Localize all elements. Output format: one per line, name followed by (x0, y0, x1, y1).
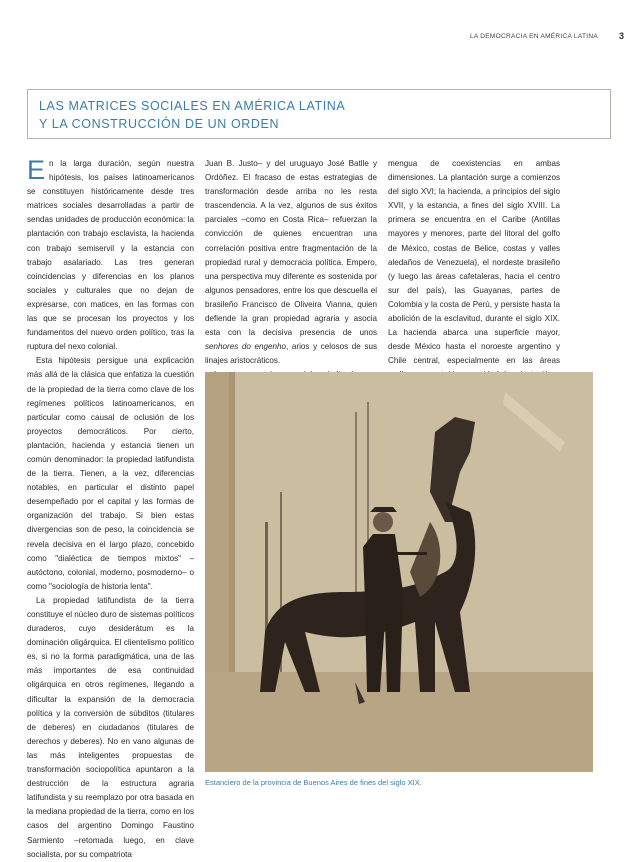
text-column-1 (27, 155, 194, 859)
paragraph: Esta hipótesis persigue una explicación más allá de la clásica que enfatiza la cuestión de la propiedad de la tierra como clave de los regímenes políticos latinoamericanos, en particular como causal de oclusión de los proyectos democráticos. Por cierto, plantación, hacienda y estancia tienen un común denominador: la propiedad latifundista de la tierra. Tienen, a la vez, diferencias notables, en particular el distinto papel desempeñado por el capital y las formas de organización del trabajo. Si bien estas divergencias son de peso, la coincidencia se revela decisiva en el largo plazo, concebido como "dialéctica de tiempos mixtos" –autóctono, colonial, moderno, posmoderno– o como "sociología de historia lenta". (27, 356, 194, 591)
running-header: LA DEMOCRACIA EN AMÉRICA LATINA (469, 33, 598, 40)
paragraph (27, 157, 194, 354)
figure-caption: Estanciero de la provincia de Buenos Aires de fines del siglo XIX. (205, 778, 422, 787)
drop-cap: E (27, 155, 46, 185)
paragraph: mengua de coexistencias en ambas dimensiones. La plantación surge a comienzos del siglo XVI; la hacienda, a principios del siglo XVII, y la estancia, a fines del siglo XVIII. La primera se encuentra en el Caribe (Antillas mayores y menores, parte del litoral del golfo de México, costas de Belice, costas y valles aledaños de Venezuela), el nordeste brasileño (y luego las áreas cafetaleras, hacia el centro sur del país), las Guayanas, partes de Colombia y la costa de Perú, y persiste hasta la abolición de la esclavitud, durante el siglo XIX. La hacienda abarca una superficie mayor, desde México hasta el noroeste argentino y Chile central, especialmente en las áreas (388, 159, 560, 366)
paragraph (205, 157, 377, 368)
chapter-title-line-1: LAS MATRICES SOCIALES EN AMÉRICA LATINA (39, 99, 346, 113)
chapter-title-box (27, 89, 611, 139)
paragraph-text: n la larga duración, según nuestra hipótesis, los países latinoamericanos se constituyen históricamente desde tres matrices sociales desarrolladas a partir de sendas unidades de producción económica: la plantación con trabajo esclavista, la hacienda con trabajo semiservil y la estancia con trabajo asalariado. Las tres generan coincidencias y diferencias en los planos sociales y culturales que no dejan de expresarse, con matices, en las formas con las que se procesan los proyectos y los fundamentos del nuevo orden político, tras la ruptura del nexo colonial. (27, 159, 194, 352)
paragraph-text: , arios y celosos de sus linajes aristocráticos. (205, 342, 378, 366)
chapter-title-line-2: Y LA CONSTRUCCIÓN DE UN ORDEN (39, 117, 280, 131)
text-column-2 (205, 157, 377, 372)
photo-illustration (205, 372, 593, 772)
paragraph: La propiedad latifundista de la tierra constituye el núcleo duro de sistemas políticos duraderos, cuyo desiderátum es la dominación oligárquica. El clientelismo político es, si no la forma paradigmática, una de las más importantes de esa continuidad oligárquica en otros regímenes, llegando a dificultar la expansión de la democracia política y la conversión de súbditos (titulares de deberes) en ciudadanos (titulares de derechos y deberes). No en vano algunas de las más inteligentes propuestas de transformación sociopolítica apuntaron a la destrucción de la estructura agraria latifundista y su reemplazo por otra basada en la mediana propiedad de la tierra, como en los casos del argentino Domingo Faustino Sarmiento –retomada luego, en clave socialista, por su compatriota (27, 595, 194, 859)
emphasis-text: senhores do engenho (205, 342, 287, 352)
paragraph-text: Juan B. Justo– y del uruguayo José Batlle y Ordóñez. El fracaso de estas estrategias de transformación desde arriba no les resta trascendencia. A la vez, algunos de sus éxitos parciales –como en Costa Rica– refuerzan la convicción de quienes encuentran una correlación positiva entre fragmentación de la propiedad rural y democracia política. Empero, una perspectiva muy diferente es sostenida por algunos pensadores, entre los que descuella el brasileño Francisco de Oliveira Vianna, quien defiende la gran propiedad agraria y asocia esta con la decisiva presencia de unos (205, 159, 377, 338)
page-number: 3 (618, 31, 624, 41)
historical-photo (205, 372, 593, 772)
text-column-3 (388, 157, 560, 372)
